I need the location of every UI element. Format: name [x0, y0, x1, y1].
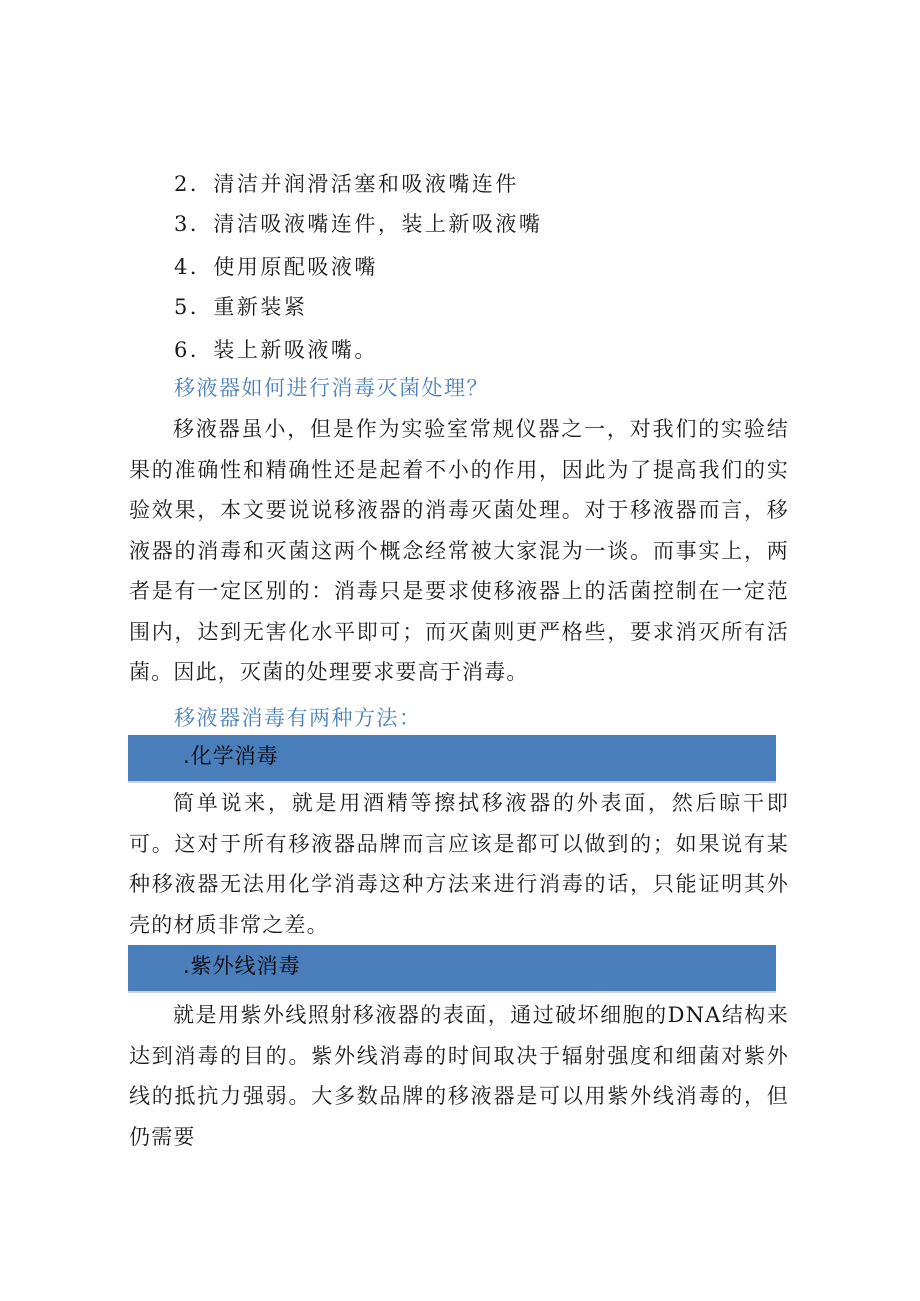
list-item-step-5: 5．重新装紧 [174, 295, 308, 319]
paragraph-chemical: 简单说来，就是用酒精等擦拭移液器的外表面，然后晾干即可。这对于所有移液器品牌而言应该是都可以做到的；如果说有某种移液器无法用化学消毒这种方法来进行消毒的话，只能证明其外壳的材质非常之差。 [129, 791, 789, 937]
list-item-step-4: 4．使用原配吸液嘴 [174, 255, 378, 279]
list-item-step-2: 2．清洁并润滑活塞和吸液嘴连件 [174, 172, 519, 196]
method-title-chemical: .化学消毒 [183, 744, 279, 768]
section-heading-disinfection: 移液器如何进行消毒灭菌处理？ [174, 376, 489, 400]
section-heading-methods: 移液器消毒有两种方法： [174, 706, 422, 730]
list-item-step-3: 3．清洁吸液嘴连件，装上新吸液嘴 [174, 212, 543, 236]
method-bar-chemical [128, 735, 776, 783]
paragraph-uv: 就是用紫外线照射移液器的表面，通过破坏细胞的DNA结构来达到消毒的目的。紫外线消毒的时间取决于辐射强度和细菌对紫外线的抵抗力强弱。大多数品牌的移液器是可以用紫外线消毒的，但仍需要 [129, 1003, 789, 1149]
paragraph-intro: 移液器虽小，但是作为实验室常规仪器之一，对我们的实验结果的准确性和精确性还是起着不小的作用，因此为了提高我们的实验效果，本文要说说移液器的消毒灭菌处理。对于移液器而言，移液器的消毒和灭菌这两个概念经常被大家混为一谈。而事实上，两者是有一定区别的：消毒只是要求使移液器上的活菌控制在一定范围内，达到无害化水平即可；而灭菌则更严格些，要求消灭所有活菌。因此，灭菌的处理要求要高于消毒。 [129, 417, 789, 684]
method-bar-uv [128, 945, 776, 993]
method-title-uv: .紫外线消毒 [183, 954, 301, 978]
list-item-step-6: 6．装上新吸液嘴。 [174, 338, 378, 362]
